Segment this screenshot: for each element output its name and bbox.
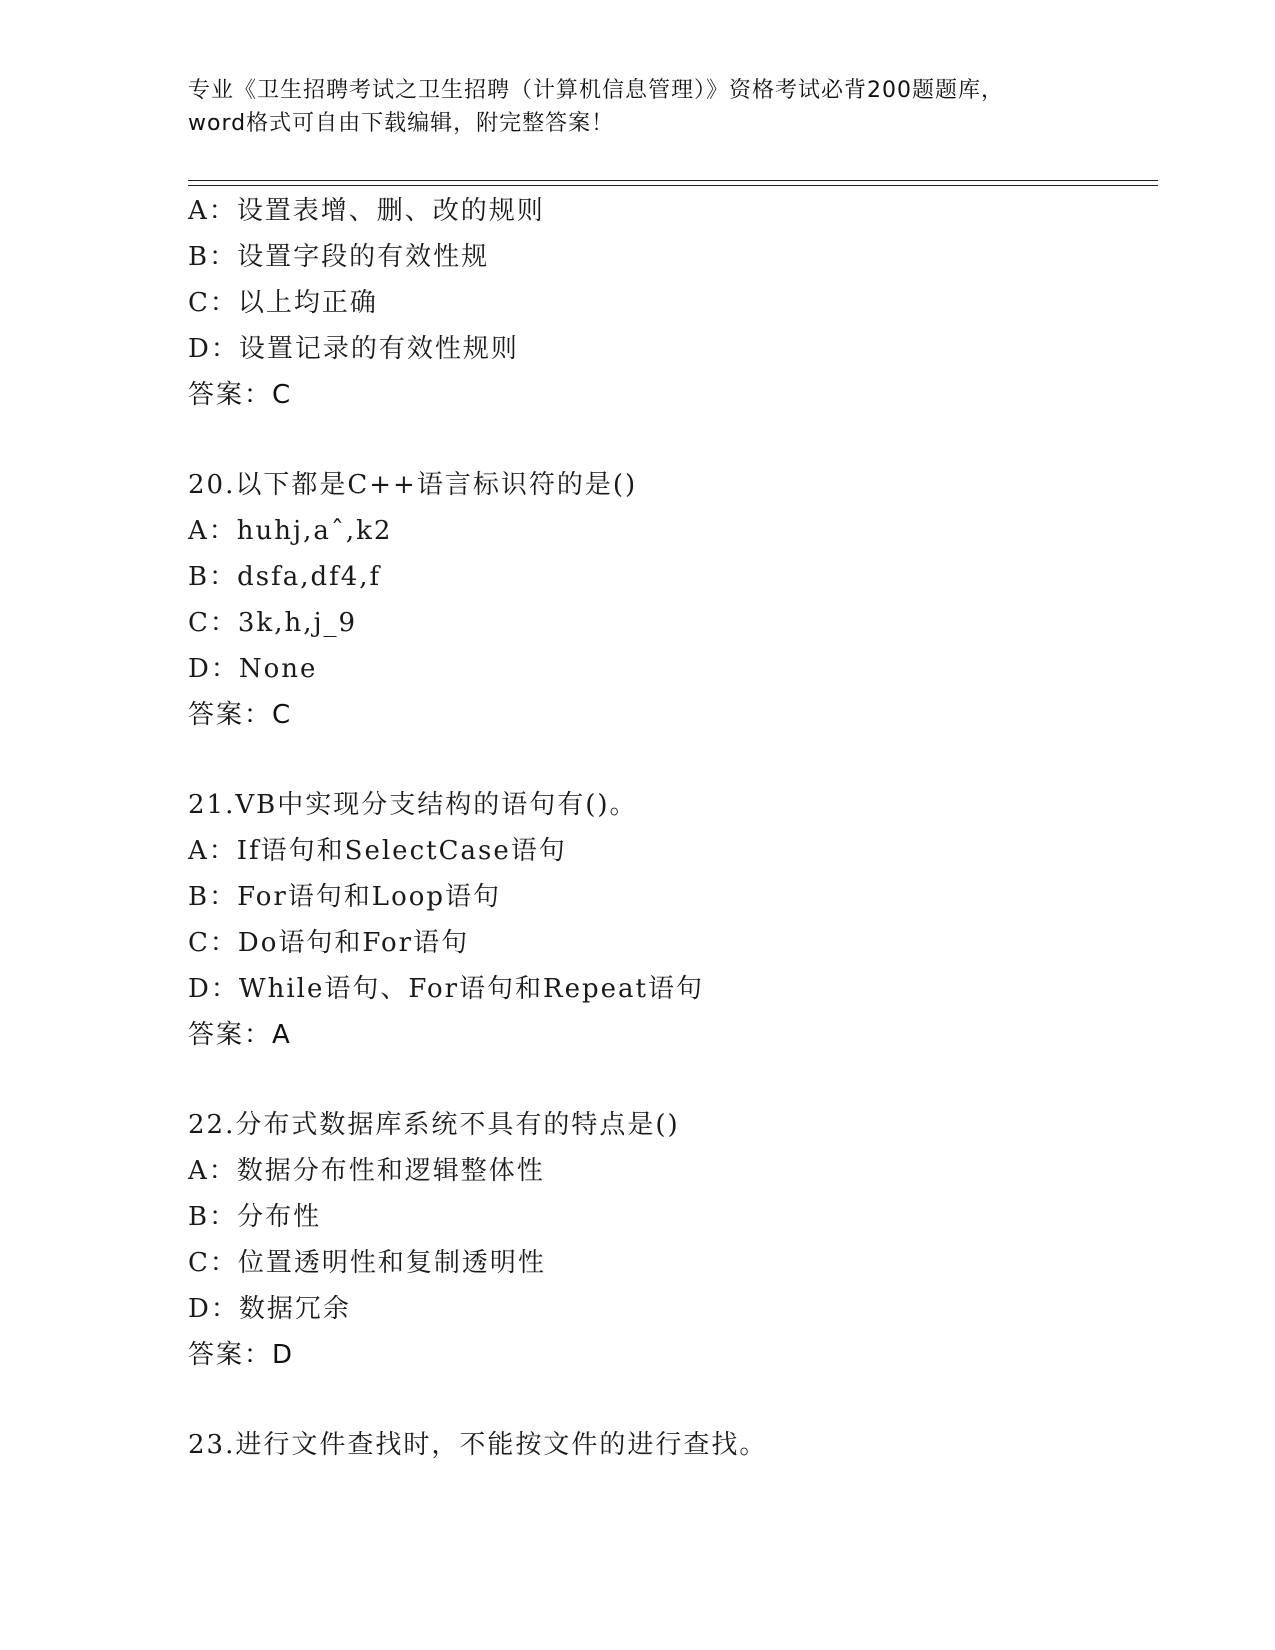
answer: 答案：D <box>188 1340 295 1370</box>
option-d: D：While语句、For语句和Repeat语句 <box>188 974 704 1004</box>
header-divider-top <box>188 180 1158 181</box>
question-text: 23.进行文件查找时，不能按文件的进行查找。 <box>188 1430 768 1460</box>
question-text: 22.分布式数据库系统不具有的特点是() <box>188 1110 680 1140</box>
header-divider-bottom <box>188 185 1158 186</box>
option-c: C：以上均正确 <box>188 288 378 318</box>
option-a: A：数据分布性和逻辑整体性 <box>188 1156 545 1186</box>
answer: 答案：C <box>188 380 293 410</box>
option-b: B：设置字段的有效性规 <box>188 242 490 272</box>
question-text: 20.以下都是C++语言标识符的是() <box>188 470 638 500</box>
header-line-2: word格式可自由下载编辑，附完整答案！ <box>188 111 615 136</box>
option-d: D：None <box>188 654 318 684</box>
option-d: D：设置记录的有效性规则 <box>188 334 519 364</box>
question-block-20 <box>188 462 1148 738</box>
option-a: A：设置表增、删、改的规则 <box>188 196 545 226</box>
question-block-22 <box>188 1102 1148 1378</box>
option-c: C：3k,h,j_9 <box>188 608 358 638</box>
option-b: B：dsfa,df4,f <box>188 562 382 592</box>
option-d: D：数据冗余 <box>188 1294 351 1324</box>
answer: 答案：A <box>188 1020 292 1050</box>
question-block-23 <box>188 1422 1148 1468</box>
question-text: 21.VB中实现分支结构的语句有()。 <box>188 790 638 820</box>
option-b: B：For语句和Loop语句 <box>188 882 502 912</box>
option-b: B：分布性 <box>188 1202 322 1232</box>
answer: 答案：C <box>188 700 293 730</box>
option-c: C：位置透明性和复制透明性 <box>188 1248 546 1278</box>
option-c: C：Do语句和For语句 <box>188 928 470 958</box>
question-block-19 <box>188 188 1148 418</box>
option-a: A：huhj,aˆ,k2 <box>188 516 393 546</box>
question-block-21 <box>188 782 1148 1058</box>
question-list <box>188 188 1148 1468</box>
option-a: A：If语句和SelectCase语句 <box>188 836 567 866</box>
header-line-1: 专业《卫生招聘考试之卫生招聘（计算机信息管理）》资格考试必背200题题库， <box>188 78 1004 103</box>
document-header <box>188 74 1088 140</box>
